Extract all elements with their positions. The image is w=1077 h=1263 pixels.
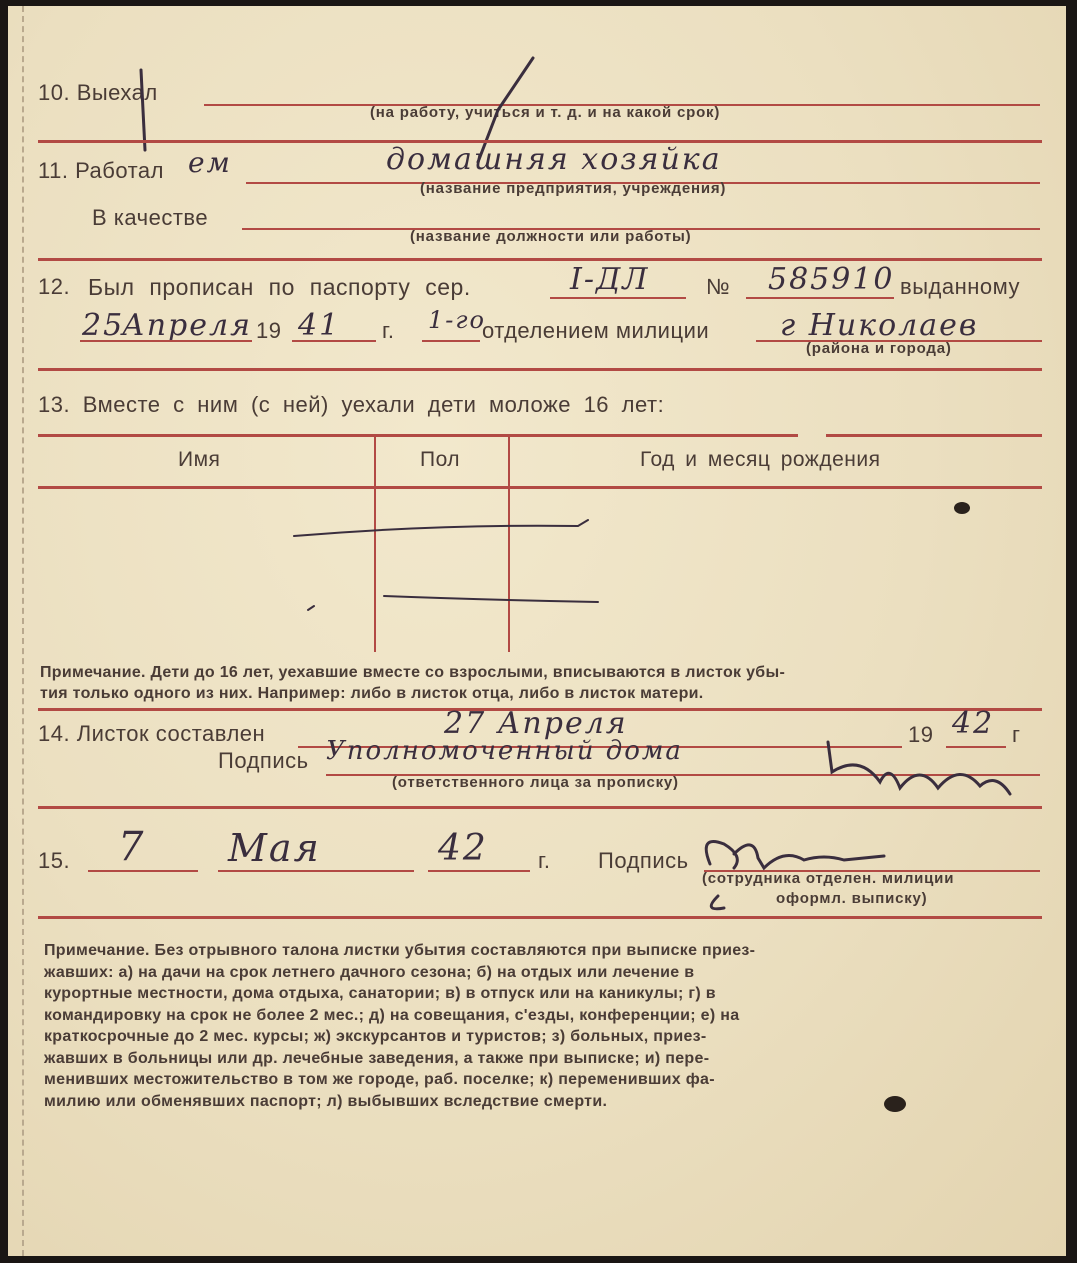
row13-label: 13. Вместе с ним (с ней) уехали дети моложе 16 лет: [38,392,665,417]
row11-position-label: В качестве [92,205,209,230]
row14-sign-label: Подпись [218,748,309,773]
footnote: Примечание. Без отрывного талона листки убытия составляются при выписке приез- жавших: а) на дачи на срок летнего дачного сезона; б) на отдых или лечение в курортные местности, дома отдыха, санатории; в) в отпуск или на каникулы; г) в командировку на срок не более 2 мес.; д) на совещания, с'езды, конференции; е) на краткосрочные до 2 мес. курсы; ж) экскурсантов и туристов; з) больных, приез- жавших в больницы или др. лечебные заведения, а также при выписке; и) пере- менивших местожительство в том же городе, раб. поселке; к) переменивших фа- милию или обменявших паспорт; л) выбывших вследствие смерти. [44,942,756,1110]
release-month-line [218,870,414,872]
passport-series-value: I-ДЛ [570,262,650,297]
row13-note: Примечание. Дети до 16 лет, уехавшие вместе со взрослыми, вписываются в листок убы- тия только одного из них. Например: либо в листок отца, либо в листок матери. [40,664,786,702]
col-birth-header: Год и месяц рождения [640,448,881,471]
issue-day-value: 25 [82,308,125,343]
children-empty-strike [288,506,608,626]
release-year-line [428,870,530,872]
punch-hole-1 [954,502,970,514]
series-line [550,297,686,299]
issue-year-line [292,340,376,342]
dept-number-line [422,340,480,342]
issue-date-line [80,340,252,342]
row15-hint-b: оформл. выписку) [776,890,928,907]
city-value: г Николаев [780,308,979,343]
row11-value-prefix: ем [188,146,232,179]
perforation-edge [22,6,24,1256]
row15-label: 15. [38,848,71,873]
compiled-year-value: 42 [952,706,995,741]
issue-year-g: г. [382,318,395,343]
dept-label: отделением милиции [482,318,710,343]
release-day-value: 7 [118,824,146,870]
row10-hint: (на работу, учиться и т. д. и на какой срок) [370,104,721,121]
row10-label: 10. Выехал [38,80,158,105]
compiled-year-g: г [1012,722,1021,747]
children-table-header-line [38,486,1042,489]
row11-position-hint: (название должности или работы) [410,228,692,245]
row14-label: 14. Листок составлен [38,721,266,746]
children-table-top [38,434,798,437]
col-sex-header: Пол [420,448,461,471]
section-divider-15 [38,916,1042,919]
punch-hole-2 [884,1096,906,1112]
row14-hint: (ответственного лица за прописку) [392,774,679,791]
issue-month-value: Апреля [122,308,252,343]
row15-hint-a: (сотрудника отделен. милиции [702,870,955,887]
release-day-line [88,870,198,872]
row14-signature [820,732,1020,802]
passport-num-label: № [706,274,731,299]
release-year-g: г. [538,848,551,873]
issue-year-value: 41 [298,308,341,343]
section-divider-11 [38,258,1042,261]
number-line [746,297,894,299]
section-divider-14 [38,806,1042,809]
row12-label: Был прописан по паспорту сер. [88,274,471,300]
row11-hint: (название предприятия, учреждения) [420,180,727,197]
departure-form-sheet [8,6,1066,1256]
compiled-year-prefix: 19 [908,722,934,747]
row11-workplace-value: домашняя хозяйка [386,142,722,177]
dept-number-value: 1-го [428,306,486,334]
row15-sign-label: Подпись [598,848,689,873]
city-hint: (района и города) [806,340,952,357]
release-year-value: 42 [438,828,488,869]
children-table-top-right [826,434,1042,437]
row12-number: 12. [38,274,71,299]
issue-year-prefix: 19 [256,318,282,343]
passport-number-value: 585910 [768,262,895,297]
release-month-value: Мая [228,826,321,870]
issued-label: выданному [900,274,1020,299]
col-name-header: Имя [178,448,221,471]
row11-label: 11. Работал [38,158,164,183]
compiled-date-value: 27 Апреля [444,706,628,741]
section-divider-12 [38,368,1042,371]
row14-sign-value: Уполномоченный дома [326,736,683,766]
